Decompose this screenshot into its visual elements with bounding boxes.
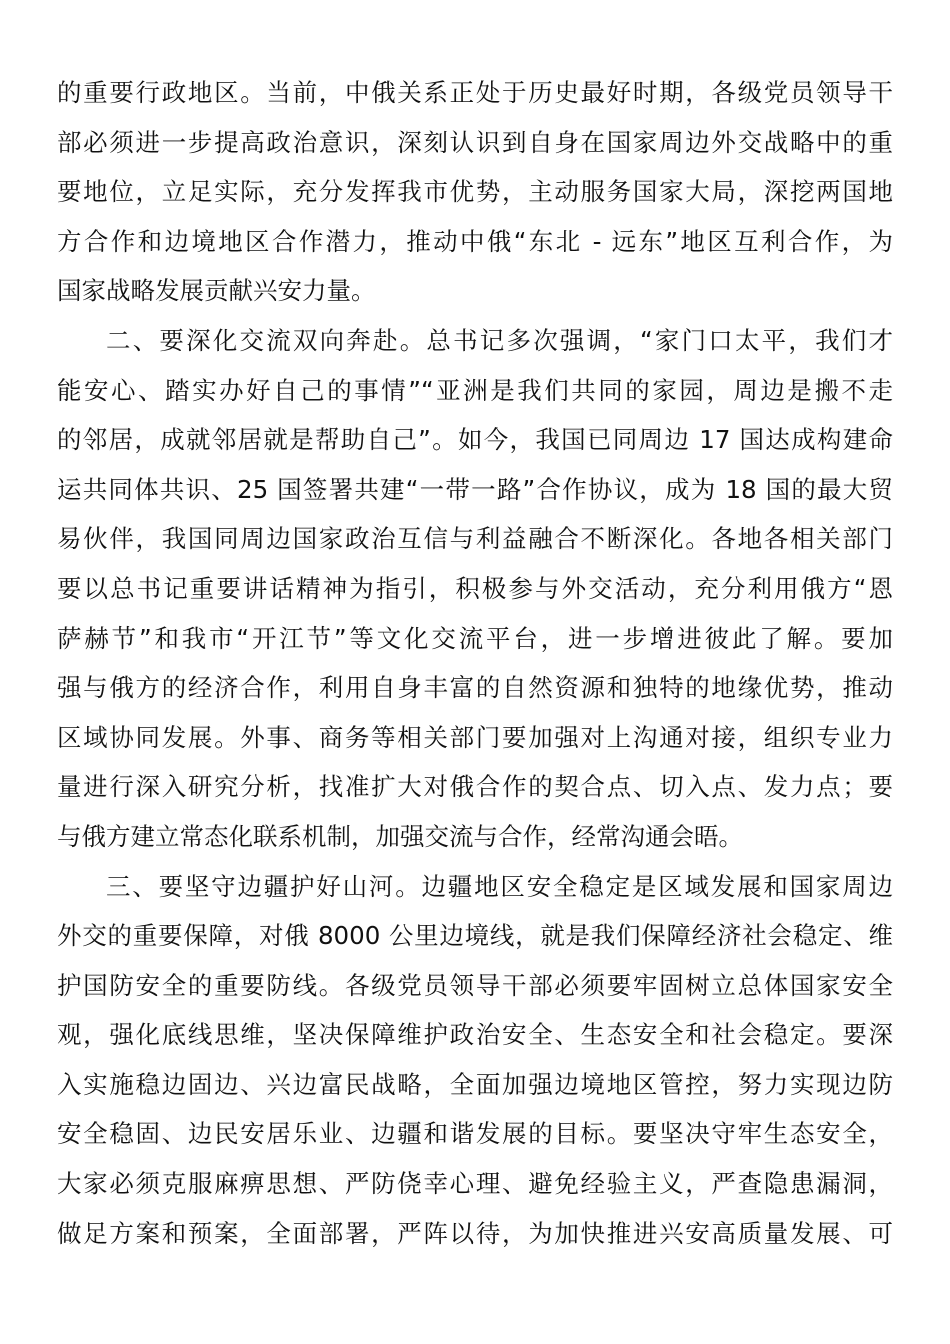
text-line: 量进行深入研究分析，找准扩大对俄合作的契合点、切入点、发力点；要 bbox=[57, 772, 893, 802]
section-two-heading-line: 二、要深化交流双向奔赴。总书记多次强调，“家门口太平，我们才 bbox=[106, 325, 893, 355]
document-page bbox=[57, 68, 893, 1258]
text-line: 大家必须克服麻痹思想、严防侥幸心理、避免经验主义，严查隐患漏洞， bbox=[57, 1169, 893, 1199]
text-line: 要地位，立足实际，充分发挥我市优势，主动服务国家大局，深挖两国地 bbox=[57, 177, 893, 207]
text-line: 的邻居，成就邻居就是帮助自己”。如今，我国已同周边 17 国达成构建命 bbox=[57, 425, 893, 455]
text-line: 萨赫节”和我市“开江节”等文化交流平台，进一步增进彼此了解。要加 bbox=[57, 623, 893, 653]
text-line: 观，强化底线思维，坚决保障维护政治安全、生态安全和社会稳定。要深 bbox=[57, 1020, 893, 1050]
text-line: 国家战略发展贡献兴安力量。 bbox=[57, 276, 376, 306]
text-line: 部必须进一步提高政治意识，深刻认识到自身在国家周边外交战略中的重 bbox=[57, 127, 893, 157]
text-line: 易伙伴，我国同周边国家政治互信与利益融合不断深化。各地各相关部门 bbox=[57, 524, 893, 554]
text-line: 入实施稳边固边、兴边富民战略，全面加强边境地区管控，努力实现边防 bbox=[57, 1069, 893, 1099]
text-line: 护国防安全的重要防线。各级党员领导干部必须要牢固树立总体国家安全 bbox=[57, 970, 893, 1000]
text-line: 外交的重要保障，对俄 8000 公里边境线，就是我们保障经济社会稳定、维 bbox=[57, 921, 893, 951]
section-three-heading-line: 三、要坚守边疆护好山河。边疆地区安全稳定是区域发展和国家周边 bbox=[106, 871, 893, 901]
text-line: 方合作和边境地区合作潜力，推动中俄“东北 - 远东”地区互利合作，为 bbox=[57, 226, 893, 256]
text-line: 做足方案和预案，全面部署，严阵以待，为加快推进兴安高质量发展、可 bbox=[57, 1218, 893, 1248]
text-line: 要以总书记重要讲话精神为指引，积极参与外交活动，充分利用俄方“恩 bbox=[57, 573, 893, 603]
text-line: 强与俄方的经济合作，利用自身丰富的自然资源和独特的地缘优势，推动 bbox=[57, 673, 893, 703]
text-line: 区域协同发展。外事、商务等相关部门要加强对上沟通对接，组织专业力 bbox=[57, 722, 893, 752]
text-line: 的重要行政地区。当前，中俄关系正处于历史最好时期，各级党员领导干 bbox=[57, 78, 893, 107]
text-line: 与俄方建立常态化联系机制，加强交流与合作，经常沟通会晤。 bbox=[57, 821, 743, 851]
text-line: 安全稳固、边民安居乐业、边疆和谐发展的目标。要坚决守牢生态安全， bbox=[57, 1119, 893, 1149]
text-line: 运共同体共识、25 国签署共建“一带一路”合作协议，成为 18 国的最大贸 bbox=[57, 474, 893, 504]
text-line: 能安心、踏实办好自己的事情”“亚洲是我们共同的家园，周边是搬不走 bbox=[57, 375, 893, 405]
